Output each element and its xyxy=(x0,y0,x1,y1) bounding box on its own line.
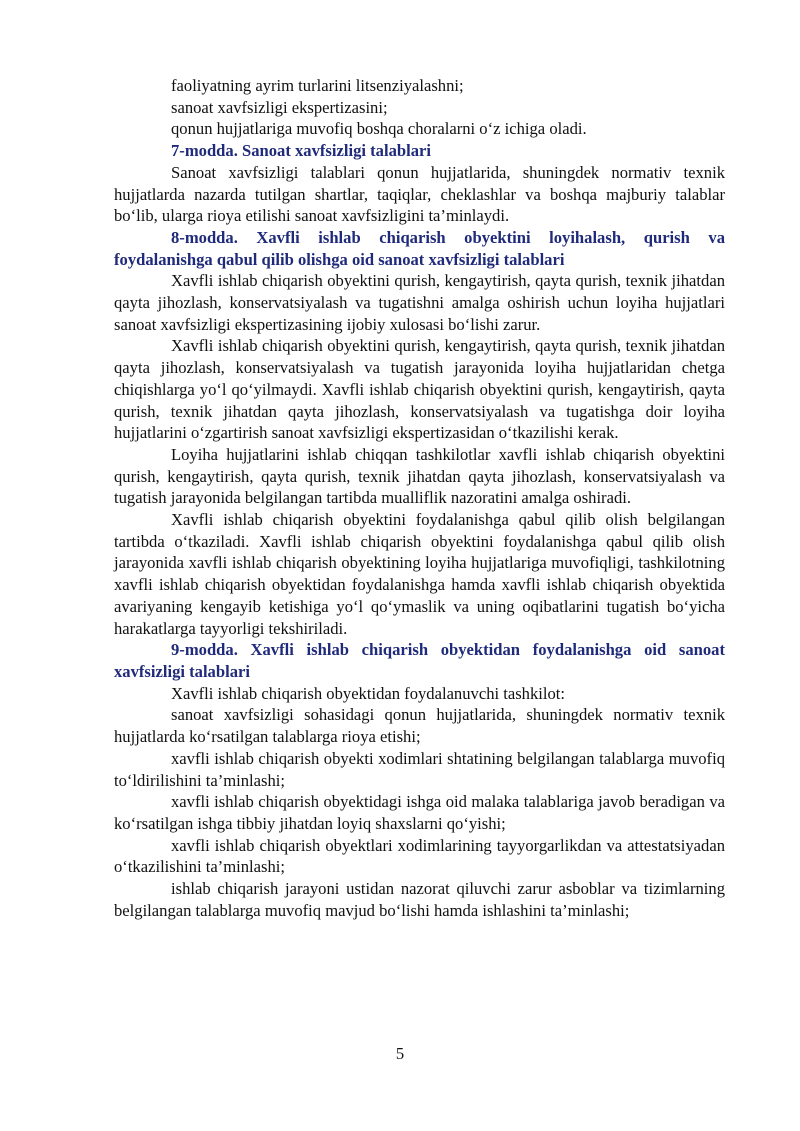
article-7-heading: 7-modda. Sanoat xavfsizligi talablari xyxy=(171,141,431,161)
article-7-paragraph: Sanoat xavfsizligi talablari qonun hujjatlarida, shuningdek normativ texnik hujjatlarda nazarda tutilgan shartlar, taqiqlar, cheklashlar va boshqa majburiy talablar bo‘lib, ularga rioya etilishi sanoat xavfsizligini ta’minlaydi. xyxy=(114,162,725,226)
list-item: sanoat xavfsizligi ekspertizasini; xyxy=(171,97,388,117)
list-item: faoliyatning ayrim turlarini litsenziyalashni; xyxy=(171,76,464,95)
list-item: ishlab chiqarish jarayoni ustidan nazorat qiluvchi zarur asboblar va tizimlarning belgilangan talablarga muvofiq mavjud bo‘lishi hamda ishlashini ta’minlashi; xyxy=(114,879,725,920)
list-item: xavfli ishlab chiqarish obyektidagi ishga oid malaka talablariga javob beradigan va ko‘rsatilgan ishga tibbiy jihatdan loyiq shaxslarni qo‘yishi; xyxy=(114,792,725,833)
list-item: sanoat xavfsizligi sohasidagi qonun hujjatlarida, shuningdek normativ texnik hujjatlarda ko‘rsatilgan talablarga rioya etishi; xyxy=(114,705,725,747)
list-item: xavfli ishlab chiqarish obyektlari xodimlarining tayyorgarlikdan va attestatsiyadan o‘tkazilishini ta’minlashi; xyxy=(114,835,725,877)
document-body xyxy=(114,75,725,921)
article-8-paragraph-3: Loyiha hujjatlarini ishlab chiqqan tashkilotlar xavfli ishlab chiqarish obyektini qurish, kengaytirish, qayta qurish, texnik jihatdan qayta jihozlash, konservatsiyalash va tugatish jarayonida belgilangan tartibda mualliflik nazoratini amalga oshiradi. xyxy=(114,444,725,508)
list-item: xavfli ishlab chiqarish obyekti xodimlari shtatining belgilangan talablarga muvofiq to‘ldirilishini ta’minlashi; xyxy=(114,748,725,790)
page-number: 5 xyxy=(395,1044,405,1063)
article-8-paragraph-1: Xavfli ishlab chiqarish obyektini qurish, kengaytirish, qayta qurish, texnik jihatdan qayta jihozlash, konservatsiyalash va tugatishni amalga oshirish uchun loyiha hujjatlari sanoat xavfsizligi ekspertizasining ijobiy xulosasi bo‘lishi zarur. xyxy=(114,271,725,334)
article-9-intro: Xavfli ishlab chiqarish obyektidan foydalanuvchi tashkilot: xyxy=(171,683,566,703)
list-item: qonun hujjatlariga muvofiq boshqa choralarni o‘z ichiga oladi. xyxy=(171,119,587,139)
article-8-paragraph-2: Xavfli ishlab chiqarish obyektini qurish, kengaytirish, qayta qurish, texnik jihatdan qayta jihozlash, konservatsiyalash va tugatish jarayonida loyiha hujjatlaridan chetga chiqishlarga yo‘l qo‘yilmaydi. Xavfli ishlab chiqarish obyektini qurish, kengaytirish, qayta qurish, texnik jihatdan qayta jihozlash, konservatsiyalash va tugatishga doir loyiha hujjatlarini o‘zgartirish sanoat xavfsizligi ekspertizasidan o‘tkazilishi kerak. xyxy=(114,336,725,443)
article-8-heading: 8-modda. Xavfli ishlab chiqarish obyektini loyihalash, qurish va foydalanishga qabul qilib olishga oid sanoat xavfsizligi talablari xyxy=(114,227,725,269)
article-8-paragraph-4: Xavfli ishlab chiqarish obyektini foydalanishga qabul qilib olish belgilangan tartibda o‘tkaziladi. Xavfli ishlab chiqarish obyektini foydalanishga qabul qilib olish jarayonida xavfli ishlab chiqarish obyektining loyiha hujjatlariga muvofiqligi, tashkilotning xavfli ishlab chiqarish obyektidan foydalanishga hamda xavfli ishlab chiqarish obyektida avariyaning kengayib ketishiga yo‘l qo‘ymaslik va uning oqibatlarini tugatish bo‘yicha harakatlarga tayyorligi tekshiriladi. xyxy=(114,510,725,638)
article-9-heading: 9-modda. Xavfli ishlab chiqarish obyektidan foydalanishga oid sanoat xavfsizligi talablari xyxy=(114,640,725,681)
